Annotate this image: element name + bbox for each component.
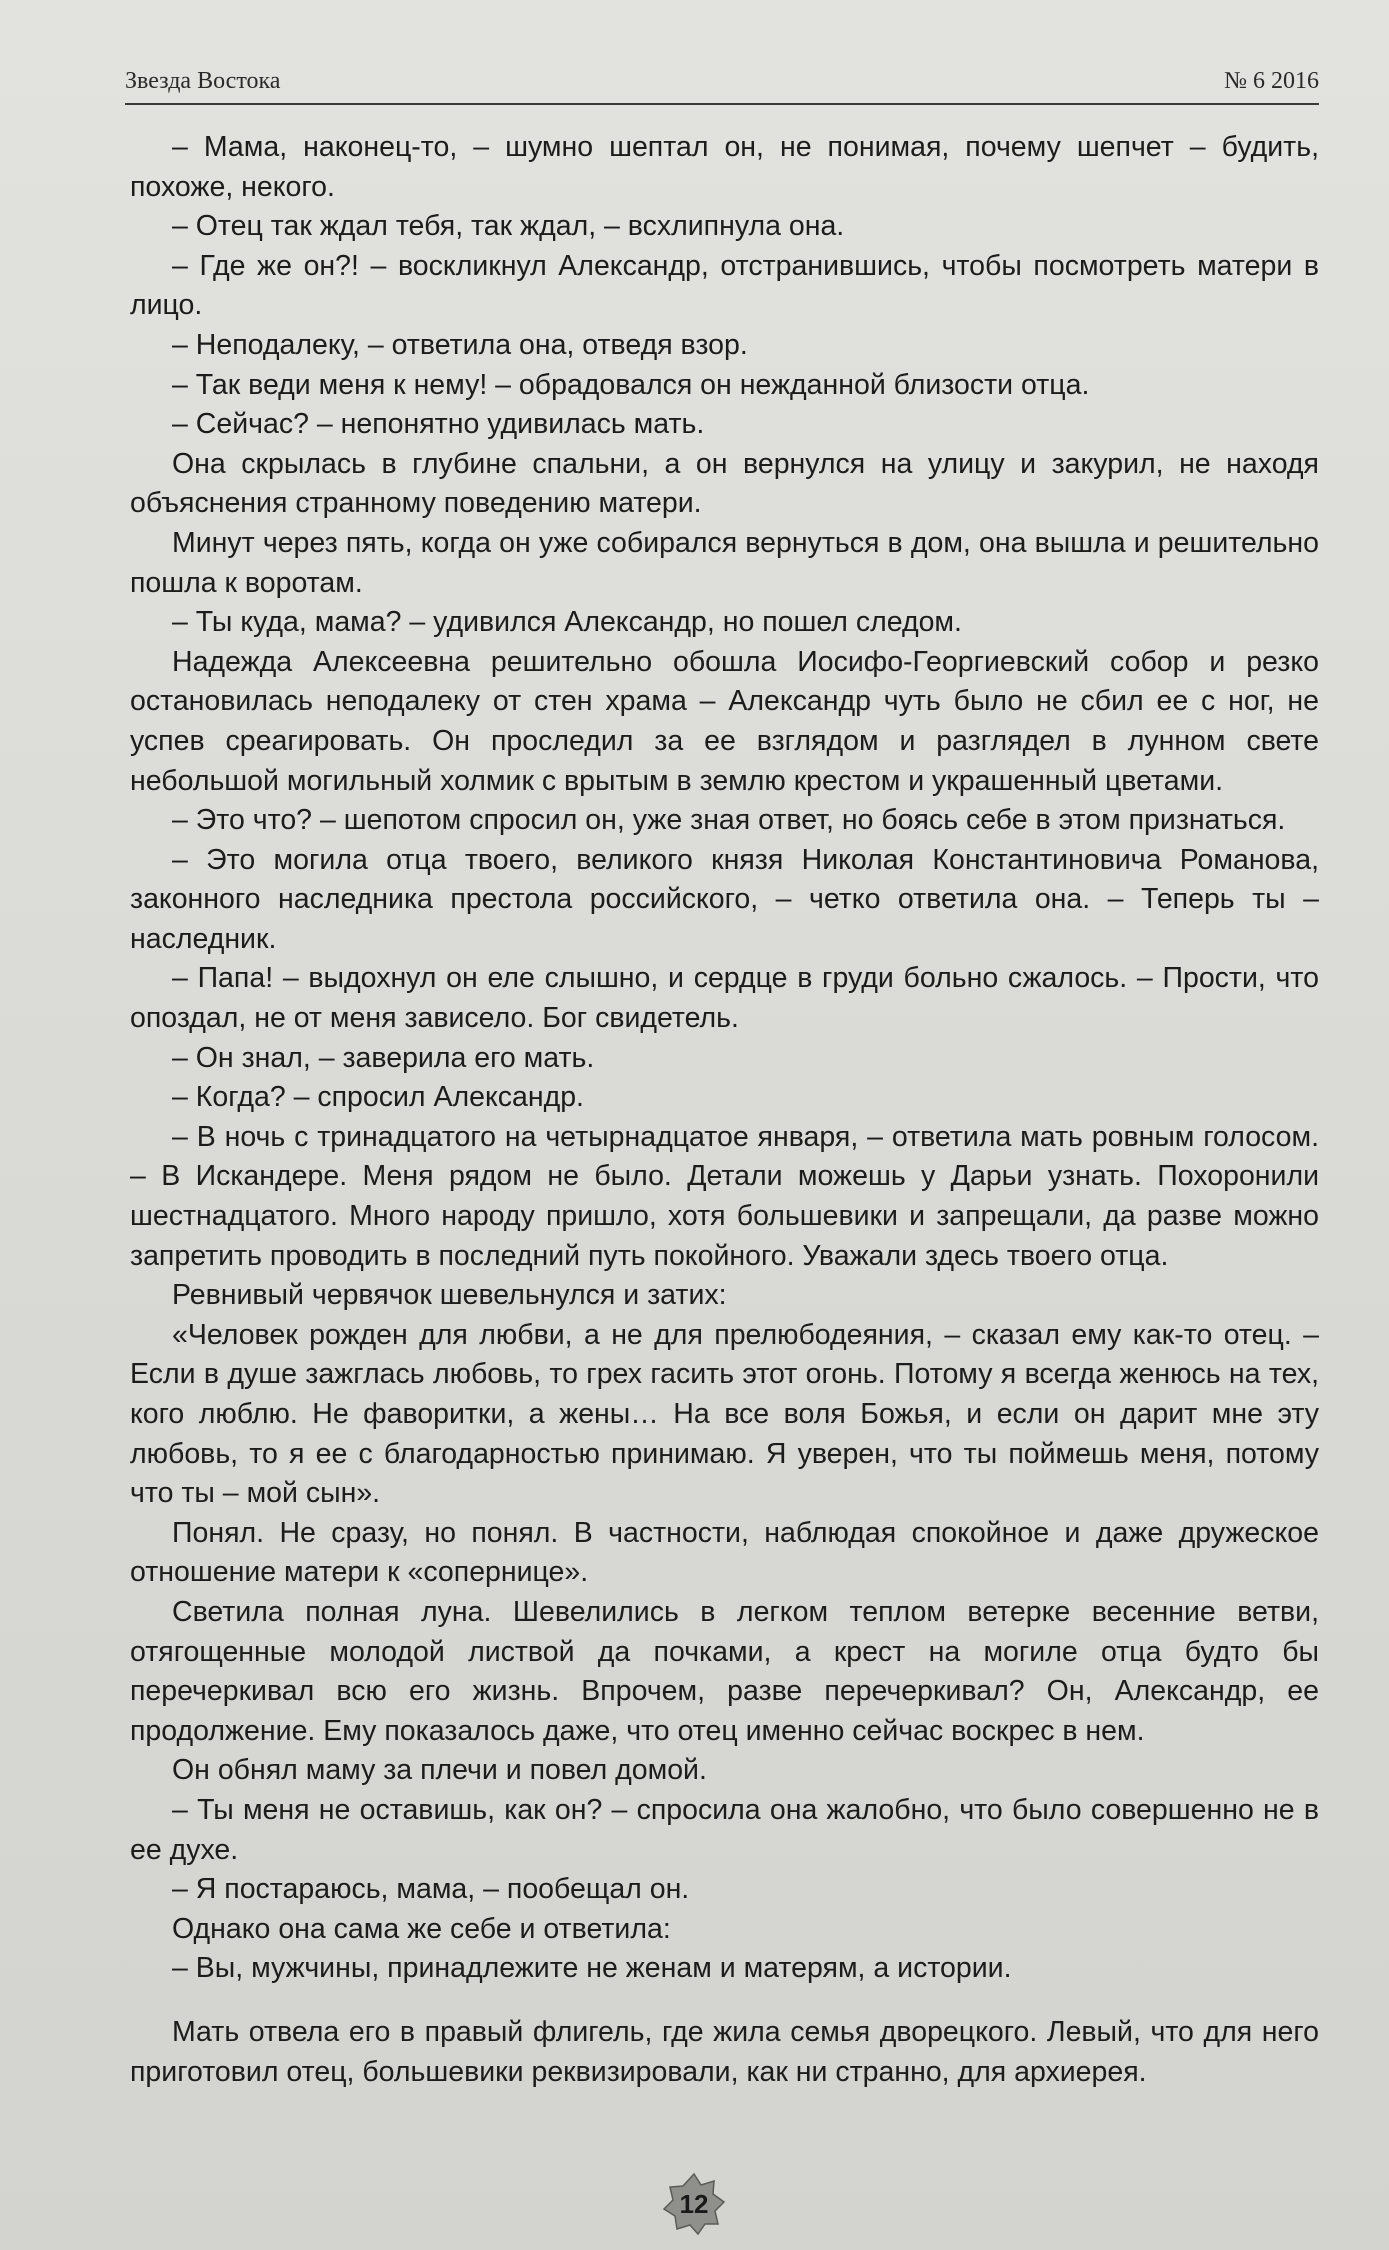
paragraph: – Это могила отца твоего, великого князя Николая Константиновича Романова, законного наследника престола российского, – четко ответила она. – Теперь ты – наследник. — [130, 843, 1319, 955]
paragraph: Минут через пять, когда он уже собирался вернуться в дом, она вышла и решительно пошла к воротам. — [130, 526, 1319, 599]
paragraph: – Папа! – выдохнул он еле слышно, и сердце в груди больно сжалось. – Прости, что опоздал, не от меня зависело. Бог свидетель. — [130, 962, 1319, 1035]
paragraph: – Так веди меня к нему! – обрадовался он нежданной близости отца. — [172, 368, 1090, 401]
paragraph: – Вы, мужчины, принадлежите не женам и матерям, а истории. — [172, 1952, 1012, 1985]
article-body — [130, 128, 1319, 2092]
paragraph: Мать отвела его в правый флигель, где жила семья дворецкого. Левый, что для него приготовил отец, большевики реквизировали, как ни странно, для архиерея. — [130, 2015, 1319, 2088]
paragraph: – Сейчас? – непонятно удивилась мать. — [172, 408, 705, 441]
journal-title: Звезда Востока — [125, 68, 281, 94]
page-number: 12 — [679, 2189, 709, 2219]
paragraph: – Неподалеку, – ответила она, отведя взор. — [172, 328, 748, 361]
paragraph: Однако она сама же себе и ответила: — [172, 1912, 671, 1945]
header-rule — [125, 103, 1319, 105]
paragraph: – Когда? – спросил Александр. — [172, 1081, 584, 1114]
issue-number: № 6 2016 — [1224, 68, 1319, 94]
paragraph: Ревнивый червячок шевельнулся и затих: — [172, 1279, 727, 1312]
paragraph: – Отец так ждал тебя, так ждал, – всхлипнула она. — [172, 210, 845, 243]
paragraph: Она скрылась в глубине спальни, а он вернулся на улицу и закурил, не находя объяснения странному поведению матери. — [130, 447, 1319, 520]
page-number-badge — [662, 2172, 726, 2236]
running-header — [125, 68, 1319, 95]
paragraph: Он обнял маму за плечи и повел домой. — [172, 1754, 707, 1787]
paragraph: – Он знал, – заверила его мать. — [172, 1041, 595, 1074]
paragraph: – В ночь с тринадцатого на четырнадцатое января, – ответила мать ровным голосом. – В Искандере. Меня рядом не было. Детали можешь у Дарьи узнать. Похоронили шестнадцатого. Много народу пришло, хотя большевики и запрещали, да разве можно запретить проводить в последний путь покойного. Уважали здесь твоего отца. — [130, 1120, 1319, 1272]
paragraph: – Ты куда, мама? – удивился Александр, но пошел следом. — [172, 606, 962, 639]
paragraph: Понял. Не сразу, но понял. В частности, наблюдая спокойное и даже дружеское отношение матери к «сопернице». — [130, 1516, 1319, 1589]
paragraph: – Мама, наконец-то, – шумно шептал он, не понимая, почему шепчет – будить, похоже, некого. — [130, 131, 1319, 203]
paragraph: – Я постараюсь, мама, – пообещал он. — [172, 1873, 690, 1906]
paragraph: – Ты меня не оставишь, как он? – спросила она жалобно, что было совершенно не в ее духе. — [130, 1793, 1319, 1866]
paragraph: Светила полная луна. Шевелились в легком теплом ветерке весенние ветви, отягощенные молодой листвой да почками, а крест на могиле отца будто бы перечеркивал всю его жизнь. Впрочем, разве перечеркивал? Он, Александр, ее продолжение. Ему показалось даже, что отец именно сейчас воскрес в нем. — [130, 1595, 1319, 1747]
paragraph: «Человек рожден для любви, а не для прелюбодеяния, – сказал ему как-то отец. – Если в душе зажглась любовь, то грех гасить этот огонь. Потому я всегда женюсь на тех, кого люблю. Не фаворитки, а жены… На все воля Божья, и если он дарит мне эту любовь, то я ее с благодарностью принимаю. Я уверен, что ты поймешь меня, потому что ты – мой сын». — [130, 1318, 1319, 1510]
paragraph: – Это что? – шепотом спросил он, уже зная ответ, но боясь себе в этом признаться. — [172, 804, 1286, 837]
paragraph: – Где же он?! – воскликнул Александр, отстранившись, чтобы посмотреть матери в лицо. — [130, 249, 1319, 322]
paragraph: Надежда Алексеевна решительно обошла Иосифо-Георгиевский собор и резко остановилась неподалеку от стен храма – Александр чуть было не сбил ее с ног, не успев среагировать. Он проследил за ее взглядом и разглядел в лунном свете небольшой могильный холмик с врытым в землю крестом и украшенный цветами. — [130, 645, 1319, 797]
